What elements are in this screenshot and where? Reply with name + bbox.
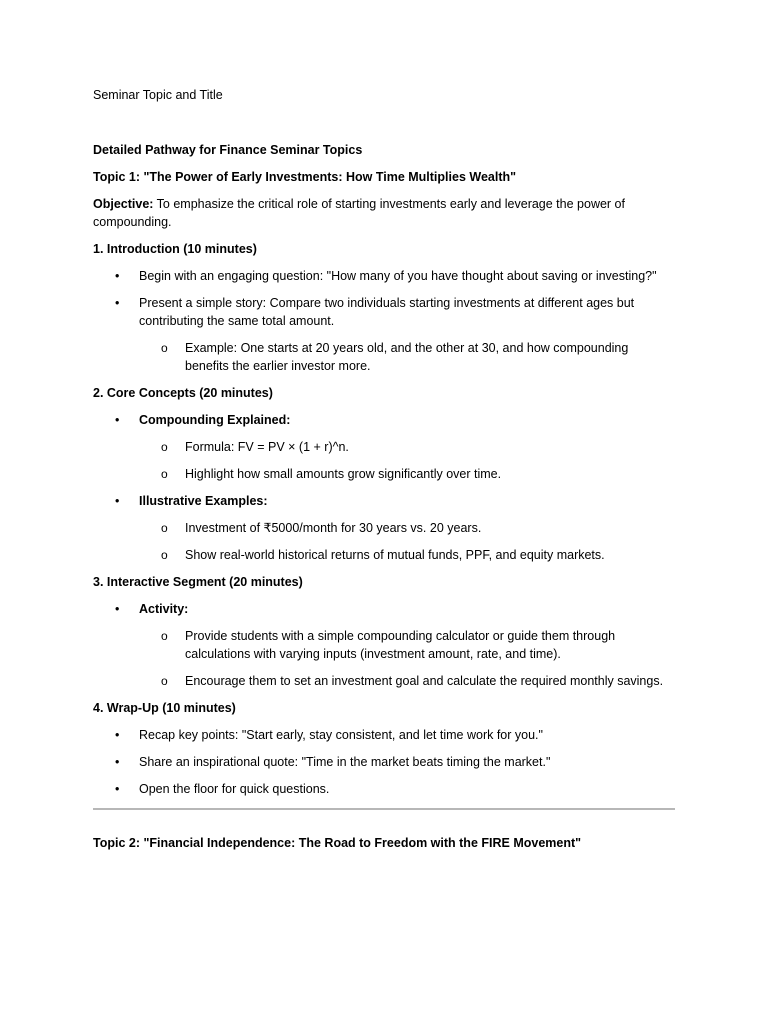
topic-1-objective bbox=[93, 195, 675, 231]
bullet-icon: • bbox=[115, 782, 120, 796]
list-item-text: Share an inspirational quote: "Time in the market beats timing the market." bbox=[139, 755, 551, 769]
list-item-text: Begin with an engaging question: "How many of you have thought about saving or investing?" bbox=[139, 269, 657, 283]
section-heading-core-concepts: 2. Core Concepts (20 minutes) bbox=[93, 386, 273, 400]
list-item-text: Illustrative Examples: bbox=[139, 494, 268, 508]
document-page bbox=[93, 86, 675, 861]
sub-list-item bbox=[93, 627, 675, 663]
list-item-text: Recap key points: "Start early, stay consistent, and let time work for you." bbox=[139, 728, 543, 742]
horizontal-divider bbox=[93, 808, 675, 810]
list-item-text: Present a simple story: Compare two individuals starting investments at different ages but contributing the same total amount. bbox=[139, 296, 635, 328]
list-item bbox=[93, 600, 675, 618]
objective-label: Objective: bbox=[93, 197, 154, 211]
list-item bbox=[93, 492, 675, 510]
sub-list-item-text: Encourage them to set an investment goal and calculate the required monthly savings. bbox=[185, 674, 664, 688]
objective-text: To emphasize the critical role of starting investments early and leverage the power of compounding. bbox=[93, 197, 625, 229]
sub-list-item bbox=[93, 672, 675, 690]
sub-list-item-text: Provide students with a simple compounding calculator or guide them through calculations with varying inputs (investment amount, rate, and time). bbox=[185, 629, 616, 661]
sub-bullet-icon: o bbox=[161, 674, 168, 688]
list-item bbox=[93, 267, 675, 285]
sub-list-item bbox=[93, 519, 675, 537]
interactive-segment-list bbox=[93, 600, 675, 690]
sub-list-item-text: Formula: FV = PV × (1 + r)^n. bbox=[185, 440, 349, 454]
list-item bbox=[93, 411, 675, 429]
section-heading-wrap-up: 4. Wrap-Up (10 minutes) bbox=[93, 701, 236, 715]
bullet-icon: • bbox=[115, 755, 120, 769]
list-item-text: Compounding Explained: bbox=[139, 413, 291, 427]
sub-bullet-icon: o bbox=[161, 629, 168, 643]
list-item bbox=[93, 294, 675, 330]
list-item bbox=[93, 780, 675, 798]
sub-list-item bbox=[93, 546, 675, 564]
core-concepts-list bbox=[93, 411, 675, 564]
sub-bullet-icon: o bbox=[161, 440, 168, 454]
topic-2-title: Topic 2: "Financial Independence: The Road to Freedom with the FIRE Movement" bbox=[93, 836, 582, 850]
sub-list-item-text: Investment of ₹5000/month for 30 years vs. 20 years. bbox=[185, 521, 482, 535]
bullet-icon: • bbox=[115, 413, 120, 427]
sub-list-item bbox=[93, 438, 675, 456]
list-item bbox=[93, 726, 675, 744]
bullet-icon: • bbox=[115, 602, 120, 616]
bullet-icon: • bbox=[115, 269, 120, 283]
list-item-text: Activity: bbox=[139, 602, 189, 616]
sub-bullet-icon: o bbox=[161, 467, 168, 481]
sub-list-item bbox=[93, 465, 675, 483]
topic-1-title: Topic 1: "The Power of Early Investments: How Time Multiplies Wealth" bbox=[93, 170, 517, 184]
list-item-text: Open the floor for quick questions. bbox=[139, 782, 330, 796]
sub-list-item bbox=[93, 339, 675, 375]
section-heading-introduction: 1. Introduction (10 minutes) bbox=[93, 242, 257, 256]
document-subheading: Detailed Pathway for Finance Seminar Topics bbox=[93, 143, 363, 157]
sub-list-item-text: Show real-world historical returns of mutual funds, PPF, and equity markets. bbox=[185, 548, 605, 562]
introduction-list bbox=[93, 267, 675, 375]
section-heading-interactive-segment: 3. Interactive Segment (20 minutes) bbox=[93, 575, 303, 589]
bullet-icon: • bbox=[115, 728, 120, 742]
sub-bullet-icon: o bbox=[161, 521, 168, 535]
bullet-icon: • bbox=[115, 296, 120, 310]
list-item bbox=[93, 753, 675, 771]
sub-list-item-text: Highlight how small amounts grow significantly over time. bbox=[185, 467, 502, 481]
document-heading: Seminar Topic and Title bbox=[93, 88, 223, 102]
sub-bullet-icon: o bbox=[161, 548, 168, 562]
bullet-icon: • bbox=[115, 494, 120, 508]
wrap-up-list bbox=[93, 726, 675, 798]
sub-list-item-text: Example: One starts at 20 years old, and the other at 30, and how compounding benefits the earlier investor more. bbox=[185, 341, 629, 373]
sub-bullet-icon: o bbox=[161, 341, 168, 355]
